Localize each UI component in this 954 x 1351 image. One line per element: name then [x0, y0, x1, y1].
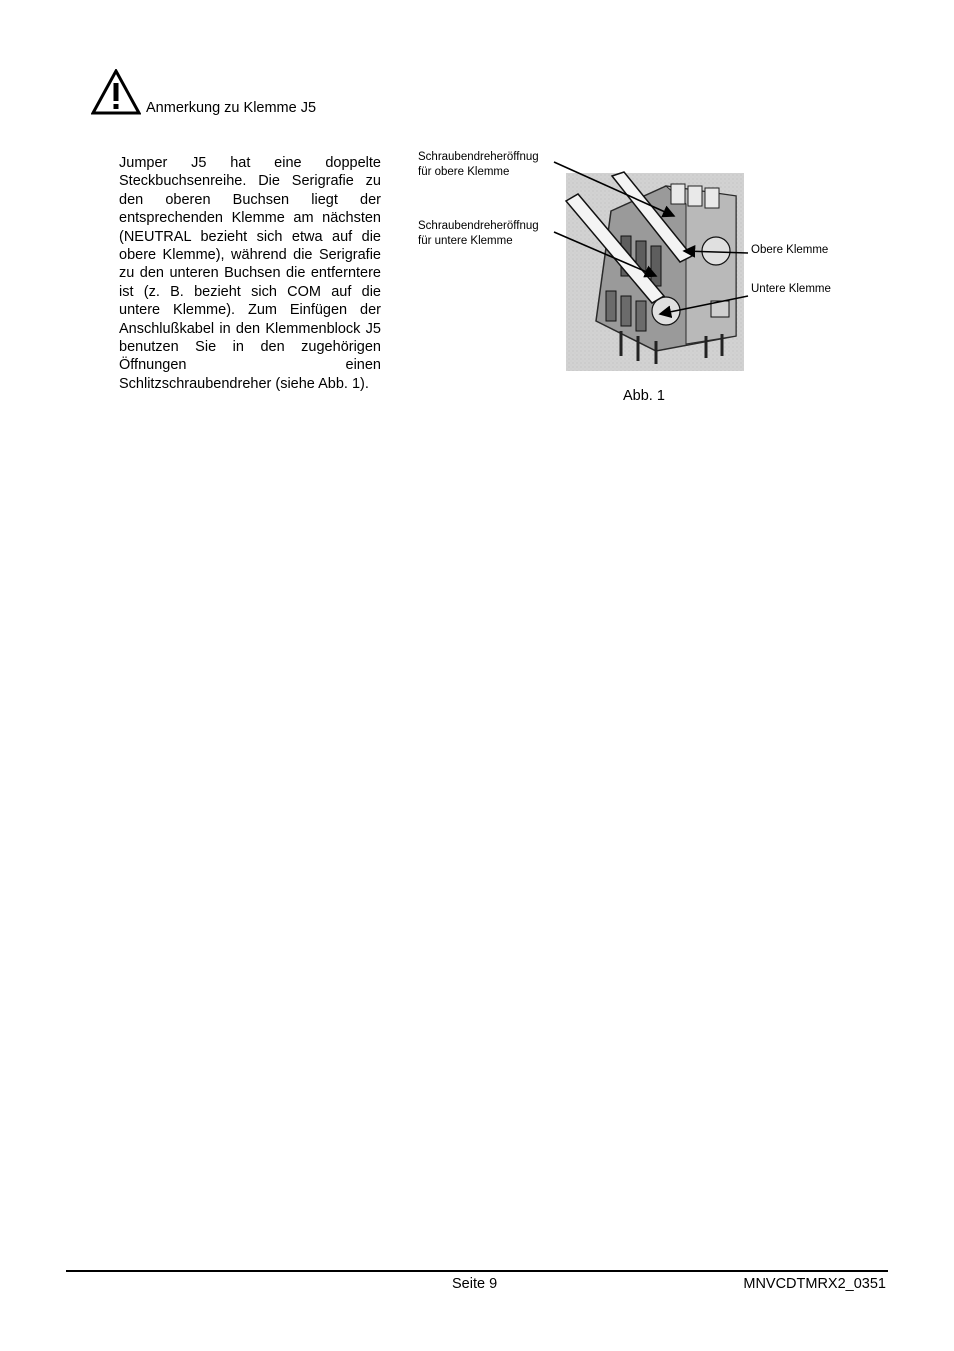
figure-caption: Abb. 1 [623, 388, 665, 404]
terminal-block-figure [416, 146, 846, 386]
document-code: MNVCDTMRX2_0351 [743, 1276, 886, 1292]
warning-icon [91, 69, 141, 115]
footer-divider [66, 1270, 888, 1272]
label-lower-opening-line2: für untere Klemme [418, 235, 513, 247]
label-upper-opening-line1: Schraubendreheröffnug [418, 151, 539, 163]
label-lower-opening-line1: Schraubendreheröffnug [418, 220, 539, 232]
label-upper-opening-line2: für obere Klemme [418, 166, 510, 178]
label-upper-terminal: Obere Klemme [751, 244, 829, 256]
page-number: Seite 9 [452, 1276, 498, 1292]
label-lower-terminal: Untere Klemme [751, 283, 831, 295]
terminal-block-illustration [416, 146, 846, 386]
note-body: Jumper J5 hat eine doppelte Steckbuchsenreihe. Die Serigrafie zu den oberen Buchsen liegt der entsprechenden Klemme am nächsten (NEUTRAL bezieht sich etwa auf die obere Klemme), während die Serigrafie zu den unteren Buchsen die entferntere ist (z. B. bezieht sich COM auf die untere Klemme). Zum Einfügen der Anschlußkabel in den Klemmenblock J5 benutzen Sie in den zugehörigen Öffnungen einen Schlitzschraubendreher (siehe Abb. 1). [119, 155, 381, 392]
note-title: Anmerkung zu Klemme J5 [146, 100, 317, 116]
